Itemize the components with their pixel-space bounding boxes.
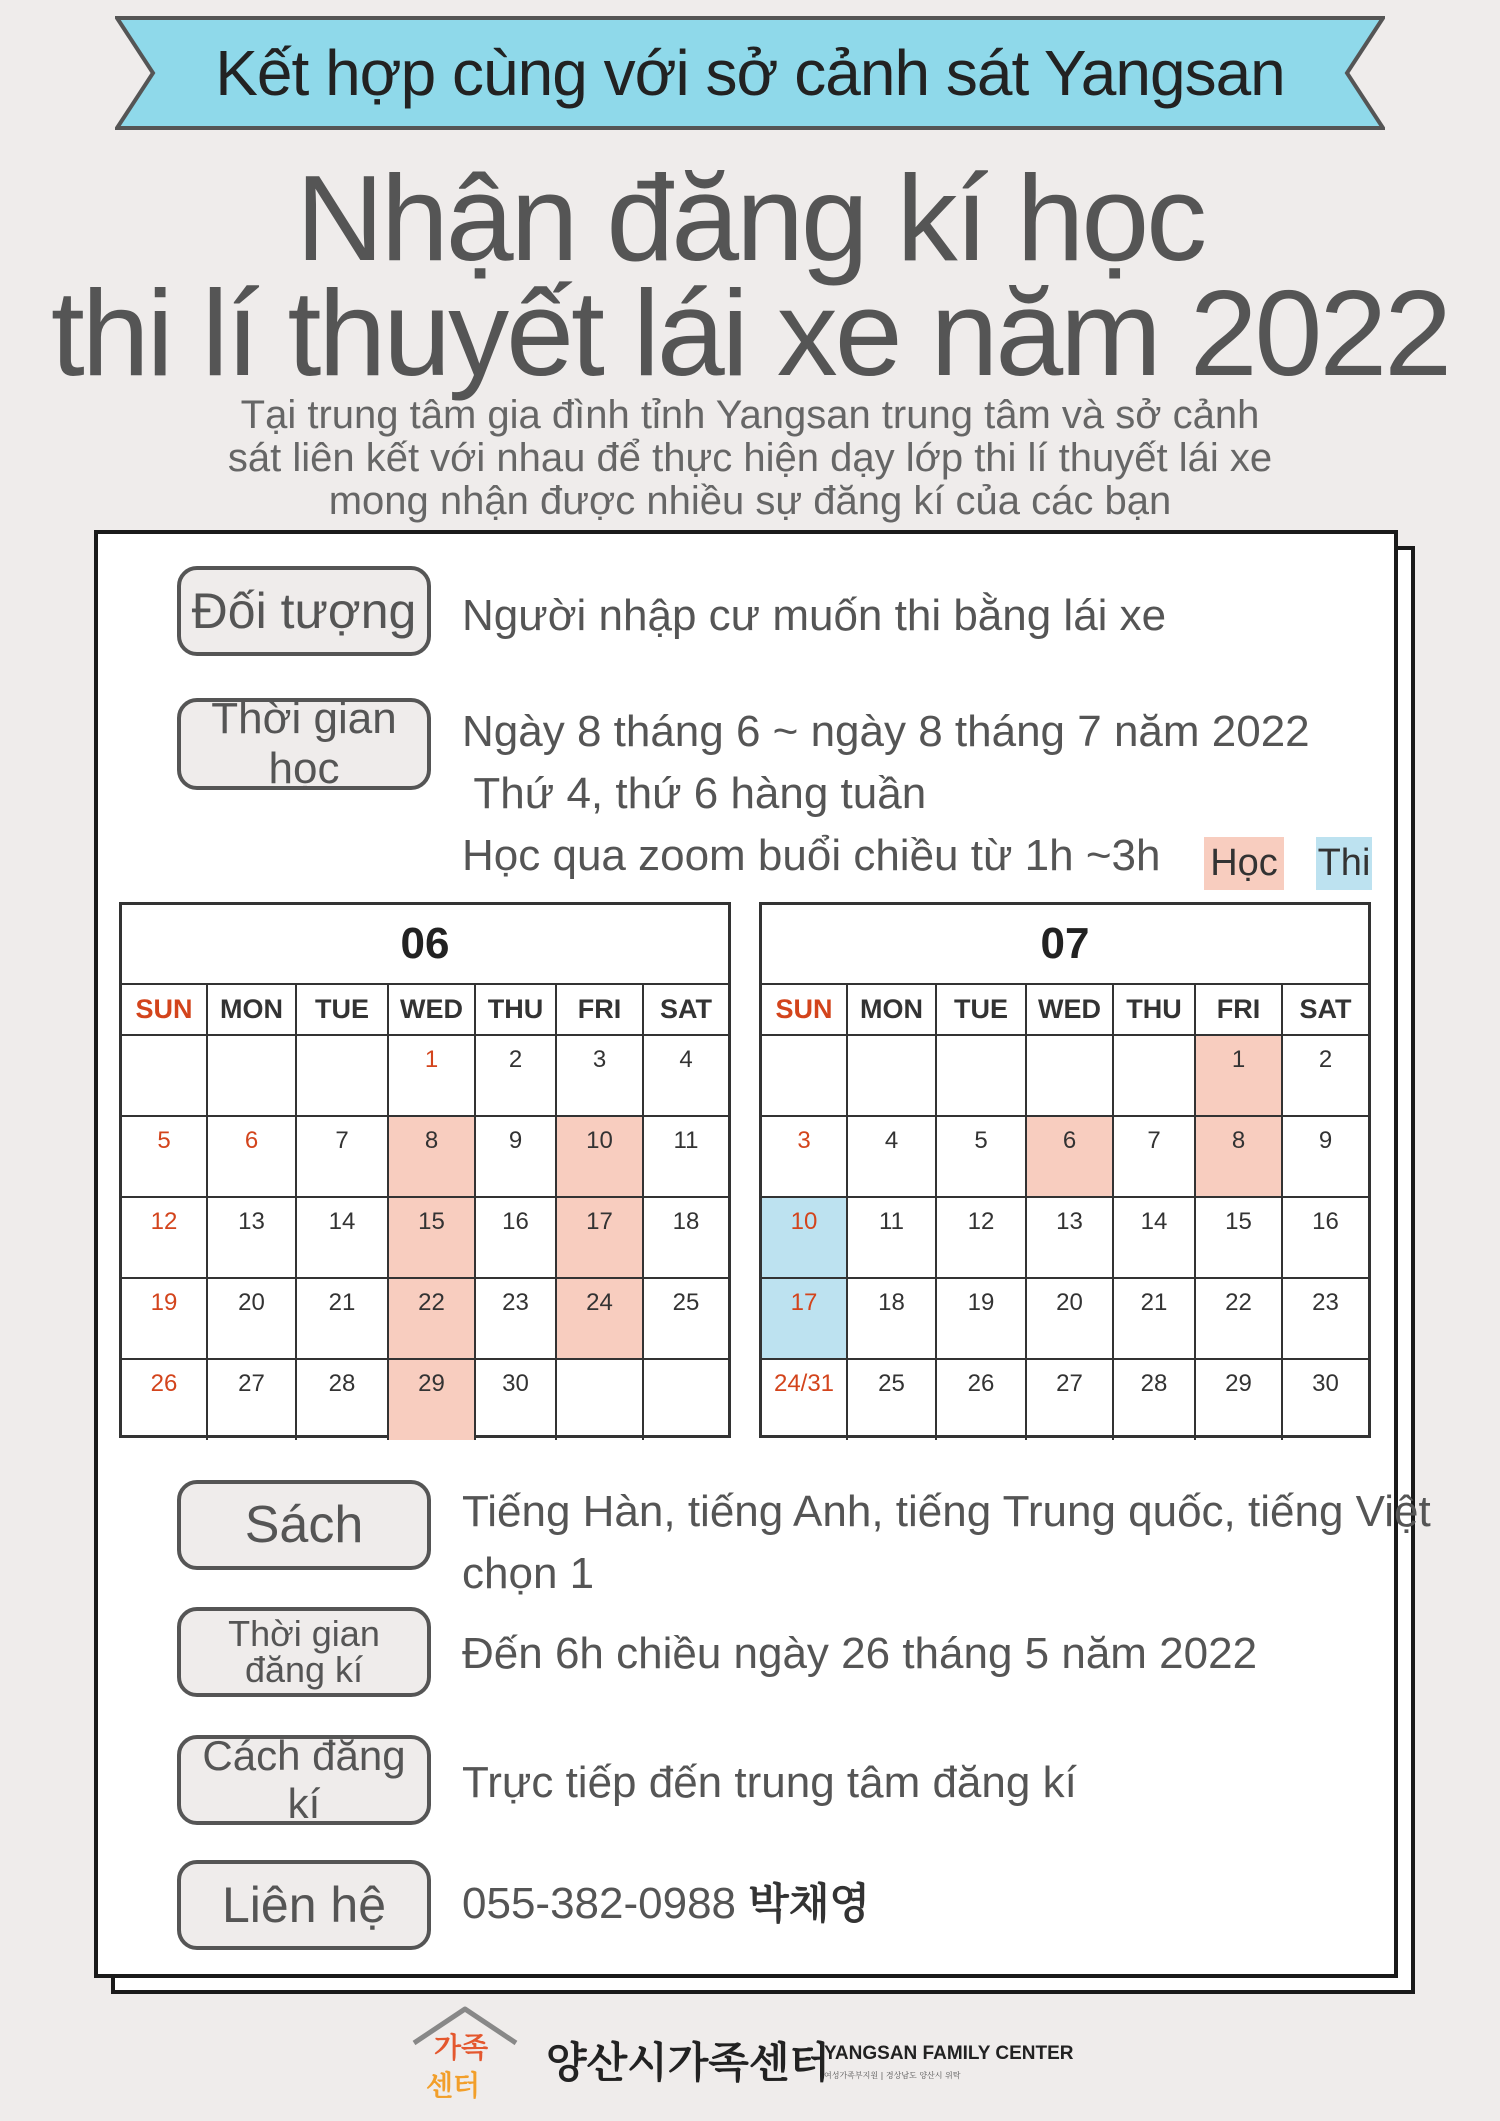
calendar-day: 18 bbox=[643, 1197, 728, 1278]
calendar-day: 10 bbox=[762, 1197, 847, 1278]
contact-value bbox=[462, 1879, 870, 1928]
calendar-day: 20 bbox=[207, 1278, 296, 1359]
method-label: Cách đăng kí bbox=[177, 1735, 431, 1825]
calendar-week-row bbox=[762, 1116, 1368, 1197]
banner-ribbon bbox=[115, 16, 1385, 130]
calendar-day: 5 bbox=[122, 1116, 207, 1197]
weekday-header: MON bbox=[207, 985, 296, 1035]
family-center-logo-icon bbox=[410, 2005, 520, 2110]
calendar-day: 28 bbox=[296, 1359, 388, 1440]
calendar-day: 16 bbox=[475, 1197, 556, 1278]
period-time: Học qua zoom buổi chiều từ 1h ~3h bbox=[462, 831, 1161, 880]
page-title-line2: thi lí thuyết lái xe năm 2022 bbox=[50, 265, 1450, 401]
period-label: Thời gian học bbox=[177, 698, 431, 790]
calendar-day: 13 bbox=[1026, 1197, 1113, 1278]
books-value-line1: Tiếng Hàn, tiếng Anh, tiếng Trung quốc, tiếng Việt bbox=[462, 1487, 1431, 1536]
weekday-header: SUN bbox=[122, 985, 207, 1035]
calendar-week-row bbox=[122, 1359, 728, 1440]
calendar-day: 2 bbox=[475, 1035, 556, 1116]
calendar-day bbox=[847, 1035, 936, 1116]
calendar-day: 8 bbox=[1195, 1116, 1282, 1197]
calendar-day: 15 bbox=[388, 1197, 475, 1278]
deadline-label-line2: đăng kí bbox=[244, 1649, 364, 1690]
weekday-header: THU bbox=[1113, 985, 1195, 1035]
weekday-header: TUE bbox=[936, 985, 1026, 1035]
weekday-header: FRI bbox=[1195, 985, 1282, 1035]
calendar-day bbox=[1026, 1035, 1113, 1116]
calendar-day: 26 bbox=[122, 1359, 207, 1440]
weekday-header: THU bbox=[475, 985, 556, 1035]
calendar-day: 23 bbox=[1282, 1278, 1368, 1359]
calendar-day: 12 bbox=[936, 1197, 1026, 1278]
logo-text-top: 가족 bbox=[434, 2031, 489, 2064]
calendar-day: 12 bbox=[122, 1197, 207, 1278]
calendar-day: 9 bbox=[1282, 1116, 1368, 1197]
intro-line: mong nhận được nhiều sự đăng kí của các bạn bbox=[328, 479, 1172, 523]
calendar-day: 19 bbox=[936, 1278, 1026, 1359]
calendar-day: 8 bbox=[388, 1116, 475, 1197]
calendar-week-row bbox=[122, 1278, 728, 1359]
calendar-day: 4 bbox=[643, 1035, 728, 1116]
weekday-header: SAT bbox=[1282, 985, 1368, 1035]
calendar-day: 27 bbox=[1026, 1359, 1113, 1440]
books-label: Sách bbox=[177, 1480, 431, 1570]
calendar-day: 25 bbox=[643, 1278, 728, 1359]
calendar-day bbox=[1113, 1035, 1195, 1116]
calendar-day: 28 bbox=[1113, 1359, 1195, 1440]
calendar-day: 14 bbox=[1113, 1197, 1195, 1278]
calendar-day: 7 bbox=[296, 1116, 388, 1197]
calendar-day: 20 bbox=[1026, 1278, 1113, 1359]
calendar-day bbox=[643, 1359, 728, 1440]
calendar-day bbox=[762, 1035, 847, 1116]
banner-text: Kết hợp cùng với sở cảnh sát Yangsan bbox=[215, 37, 1285, 109]
weekday-header: WED bbox=[388, 985, 475, 1035]
calendar-week-row bbox=[122, 1035, 728, 1116]
calendar-day bbox=[936, 1035, 1026, 1116]
legend-study: Học bbox=[1204, 837, 1284, 890]
calendar-day: 13 bbox=[207, 1197, 296, 1278]
calendar-day bbox=[296, 1035, 388, 1116]
calendar-day: 10 bbox=[556, 1116, 643, 1197]
calendar-day: 27 bbox=[207, 1359, 296, 1440]
calendar-day: 17 bbox=[556, 1197, 643, 1278]
calendar-day: 19 bbox=[122, 1278, 207, 1359]
calendar-day: 17 bbox=[762, 1278, 847, 1359]
calendar-day: 14 bbox=[296, 1197, 388, 1278]
contact-name: 박채영 bbox=[748, 1879, 870, 1928]
weekday-header: MON bbox=[847, 985, 936, 1035]
deadline-value: Đến 6h chiều ngày 26 tháng 5 năm 2022 bbox=[462, 1629, 1258, 1678]
weekday-header: SAT bbox=[643, 985, 728, 1035]
center-name-korean: 양산시가족센터 bbox=[546, 2038, 831, 2087]
calendar-day: 6 bbox=[207, 1116, 296, 1197]
calendar-day bbox=[122, 1035, 207, 1116]
calendar-day: 21 bbox=[1113, 1278, 1195, 1359]
books-value-line2: chọn 1 bbox=[462, 1549, 595, 1598]
calendar-day: 26 bbox=[936, 1359, 1026, 1440]
calendar-day: 1 bbox=[1195, 1035, 1282, 1116]
calendar-day: 21 bbox=[296, 1278, 388, 1359]
weekday-header: TUE bbox=[296, 985, 388, 1035]
calendar-week-row bbox=[762, 1035, 1368, 1116]
intro-line: Tại trung tâm gia đình tỉnh Yangsan trung tâm và sở cảnh bbox=[240, 393, 1260, 437]
calendar-day: 24 bbox=[556, 1278, 643, 1359]
calendar-day: 25 bbox=[847, 1359, 936, 1440]
page-title-line1: Nhận đăng kí học bbox=[295, 150, 1205, 286]
weekday-header: FRI bbox=[556, 985, 643, 1035]
calendar-day: 3 bbox=[556, 1035, 643, 1116]
target-value: Người nhập cư muốn thi bằng lái xe bbox=[462, 591, 1167, 640]
weekday-header: WED bbox=[1026, 985, 1113, 1035]
weekday-header: SUN bbox=[762, 985, 847, 1035]
contact-phone: 055-382-0988 bbox=[462, 1879, 737, 1928]
calendar-grid bbox=[762, 985, 1368, 1440]
calendar-week-row bbox=[762, 1359, 1368, 1440]
calendar-week-row bbox=[762, 1278, 1368, 1359]
calendar-day: 16 bbox=[1282, 1197, 1368, 1278]
calendar-day: 6 bbox=[1026, 1116, 1113, 1197]
calendar-day: 22 bbox=[388, 1278, 475, 1359]
calendar-week-row bbox=[122, 1197, 728, 1278]
target-label: Đối tượng bbox=[177, 566, 431, 656]
method-value: Trực tiếp đến trung tâm đăng kí bbox=[462, 1758, 1077, 1807]
calendar-day: 29 bbox=[1195, 1359, 1282, 1440]
calendar-day: 23 bbox=[475, 1278, 556, 1359]
center-sub-text: 여성가족부지원 | 경상남도 양산시 위탁 bbox=[824, 2071, 961, 2080]
calendar-day: 11 bbox=[643, 1116, 728, 1197]
calendar-day: 30 bbox=[475, 1359, 556, 1440]
calendar-day: 9 bbox=[475, 1116, 556, 1197]
calendar-week-row bbox=[762, 1197, 1368, 1278]
deadline-label-line1: Thời gian bbox=[228, 1613, 380, 1654]
calendar-day: 22 bbox=[1195, 1278, 1282, 1359]
intro-line: sát liên kết với nhau để thực hiện dạy lớp thi lí thuyết lái xe bbox=[227, 436, 1273, 480]
logo-text-bottom: 센터 bbox=[426, 2069, 481, 2102]
period-dates: Ngày 8 tháng 6 ~ ngày 8 tháng 7 năm 2022 bbox=[462, 707, 1310, 756]
center-name-english: YANGSAN FAMILY CENTER bbox=[824, 2043, 1074, 2064]
house-roof-icon bbox=[410, 2005, 520, 2105]
period-days: Thứ 4, thứ 6 hàng tuần bbox=[462, 769, 927, 818]
calendar-day: 4 bbox=[847, 1116, 936, 1197]
contact-label: Liên hệ bbox=[177, 1860, 431, 1950]
calendar-day: 7 bbox=[1113, 1116, 1195, 1197]
calendar-day: 11 bbox=[847, 1197, 936, 1278]
legend-exam: Thi bbox=[1316, 837, 1372, 890]
calendar-day: 24/31 bbox=[762, 1359, 847, 1440]
deadline-label bbox=[177, 1607, 431, 1697]
calendar-day: 18 bbox=[847, 1278, 936, 1359]
calendar-day: 1 bbox=[388, 1035, 475, 1116]
calendar-month-title: 07 bbox=[762, 905, 1368, 985]
calendar-day: 3 bbox=[762, 1116, 847, 1197]
calendar-week-row bbox=[122, 1116, 728, 1197]
calendar-day: 29 bbox=[388, 1359, 475, 1440]
calendar-day: 2 bbox=[1282, 1035, 1368, 1116]
calendar-july bbox=[759, 902, 1371, 1438]
calendar-june bbox=[119, 902, 731, 1438]
calendar-grid bbox=[122, 985, 728, 1440]
calendar-day: 5 bbox=[936, 1116, 1026, 1197]
calendar-day: 15 bbox=[1195, 1197, 1282, 1278]
calendar-day bbox=[207, 1035, 296, 1116]
calendar-month-title: 06 bbox=[122, 905, 728, 985]
calendar-day bbox=[556, 1359, 643, 1440]
calendar-day: 30 bbox=[1312, 1370, 1339, 1397]
